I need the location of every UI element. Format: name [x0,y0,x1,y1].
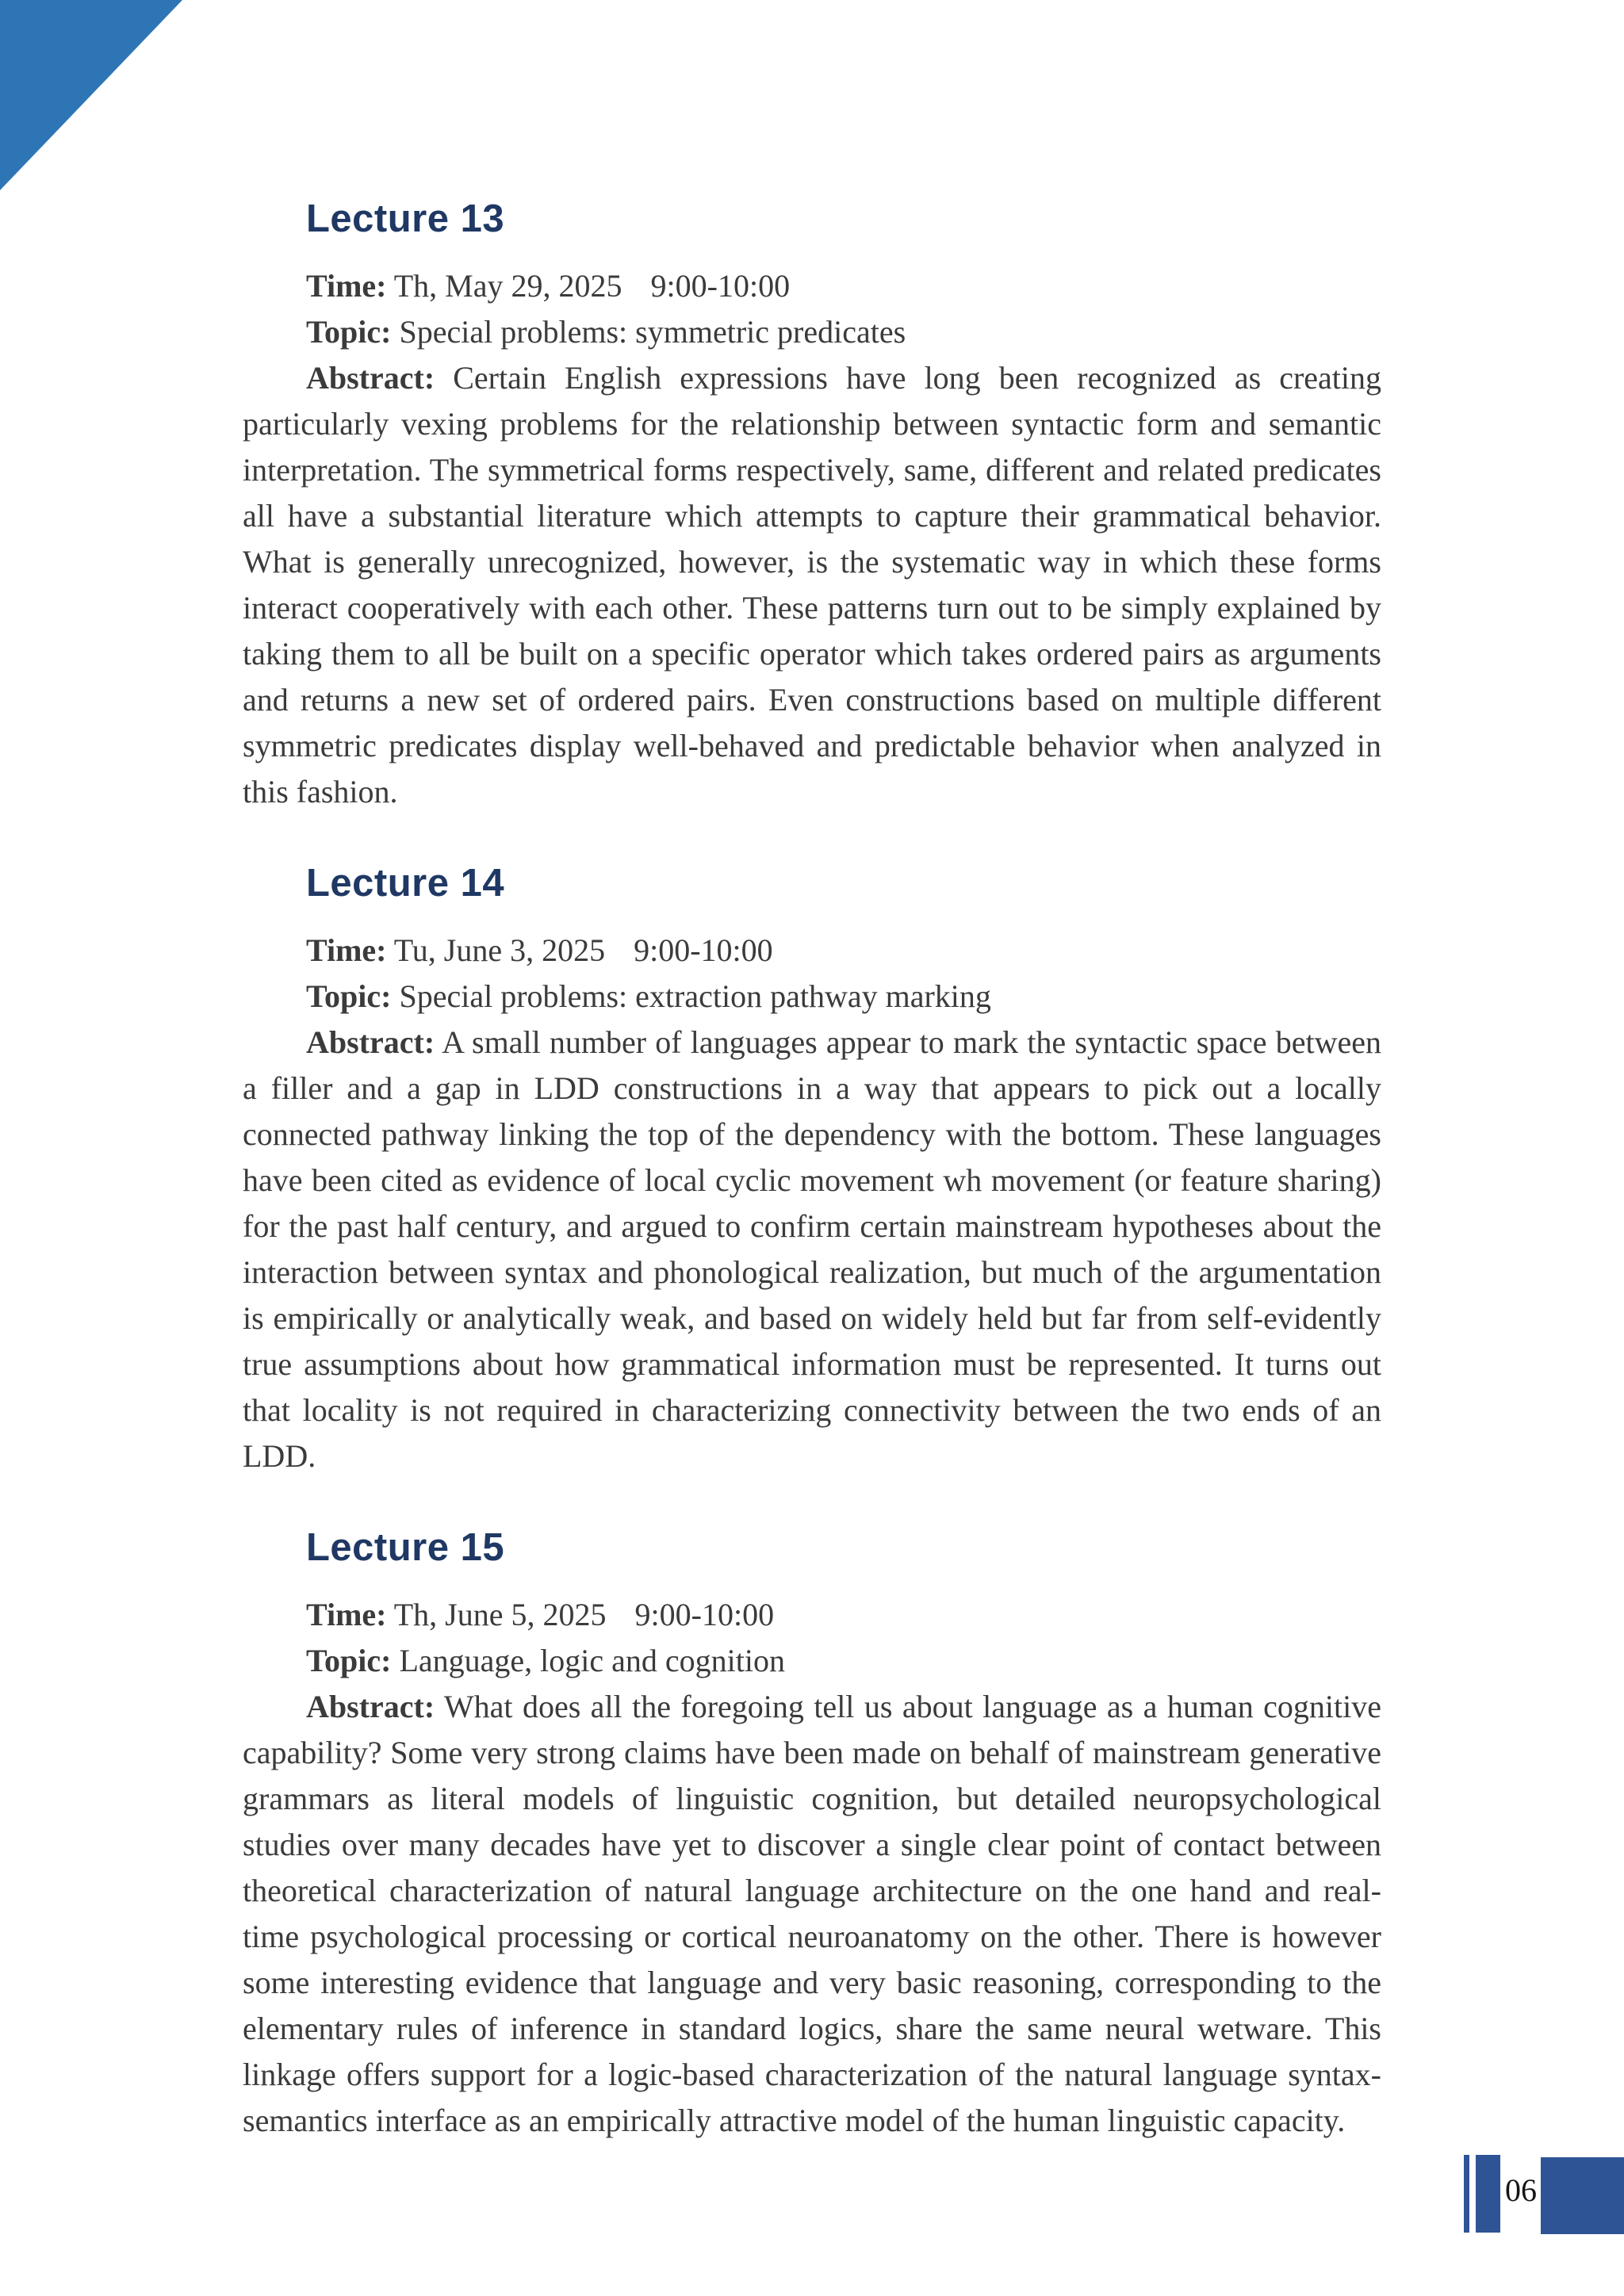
lecture-14-time-row [243,928,1381,974]
lecture-section-14 [243,859,1381,1479]
time-date: Tu, June 3, 2025 [393,932,606,968]
lecture-13-topic-row [243,309,1381,355]
page-number: 06 [1505,2172,1537,2208]
time-date: Th, June 5, 2025 [393,1597,607,1632]
lecture-15-title: Lecture 15 [306,1526,505,1569]
footer-rect [1541,2157,1624,2234]
abstract-label: Abstract: [306,1024,435,1060]
topic-text: Language, logic and cognition [399,1643,785,1678]
lecture-15-time-row [243,1592,1381,1638]
topic-text: Special problems: symmetric predicates [399,314,906,350]
lecture-section-13 [243,195,1381,815]
document-page [243,0,1381,2144]
time-range: 9:00-10:00 [634,932,773,968]
time-range: 9:00-10:00 [650,268,791,304]
lecture-13-title: Lecture 13 [306,197,505,240]
abstract-text: A small number of languages appear to mark the syntactic space between a filler and a gap in LDD constructions in a way that appears to pick out a locally connected pathway linking the top of the dependency with the bottom. These languages have been cited as evidence of local cyclic movement wh movement (or feature sharing) for the past half century, and argued to confirm certain mainstream hypotheses about the interaction between syntax and phonological realization, but much of the argumentation is empirically or analytically weak, and based on widely held but far from self-evidently true assumptions about how grammatical information must be represented. It turns out that locality is not required in characterizing connectivity between the two ends of an LDD. [243,1024,1382,1474]
lecture-15-topic-row [243,1638,1381,1684]
abstract-text: What does all the foregoing tell us about language as a human cognitive capability? Some very strong claims have been made on behalf of mainstream generative grammars as literal models of linguistic cognition, but detailed neuropsychological studies over many decades have yet to discover a single clear point of contact between theoretical characterization of natural language architecture on the one hand and real-time psychological processing or cortical neuroanatomy on the other. There is however some interesting evidence that language and very basic reasoning, corresponding to the elementary rules of inference in standard logics, share the same neural wetware. This linkage offers support for a logic-based characterization of the natural language syntax-semantics interface as an empirically attractive model of the human linguistic capacity. [243,1689,1381,2138]
abstract-text: Certain English expressions have long been recognized as creating particularly vexing problems for the relationship between syntactic form and semantic interpretation. The symmetrical forms respectively, same, different and related predicates all have a substantial literature which attempts to capture their grammatical behavior. What is generally unrecognized, however, is the systematic way in which these forms interact cooperatively with each other. These patterns turn out to be simply explained by taking them to all be built on a specific operator which takes ordered pairs as arguments and returns a new set of ordered pairs. Even constructions based on multiple different symmetric predicates display well-behaved and predictable behavior when analyzed in this fashion. [243,360,1382,809]
topic-label: Topic: [306,1643,392,1678]
time-range: 9:00-10:00 [634,1597,775,1632]
footer-bar-wide [1476,2155,1500,2233]
topic-label: Topic: [306,978,392,1014]
abstract-label: Abstract: [306,360,435,396]
time-label: Time: [306,932,387,968]
footer-bar-thin [1464,2155,1469,2233]
lecture-14-topic-row [243,974,1381,1020]
time-date: Th, May 29, 2025 [393,268,622,304]
lecture-13-abstract [243,355,1381,815]
corner-triangle-decoration [0,0,182,190]
lecture-section-15 [243,1524,1381,2144]
time-label: Time: [306,268,387,304]
time-label: Time: [306,1597,387,1632]
topic-label: Topic: [306,314,392,350]
lecture-13-time-row [243,263,1381,309]
lecture-14-abstract [243,1020,1381,1479]
lecture-14-title: Lecture 14 [306,862,505,905]
lecture-15-abstract [243,1684,1381,2144]
topic-text: Special problems: extraction pathway marking [399,978,991,1014]
abstract-label: Abstract: [306,1689,435,1724]
